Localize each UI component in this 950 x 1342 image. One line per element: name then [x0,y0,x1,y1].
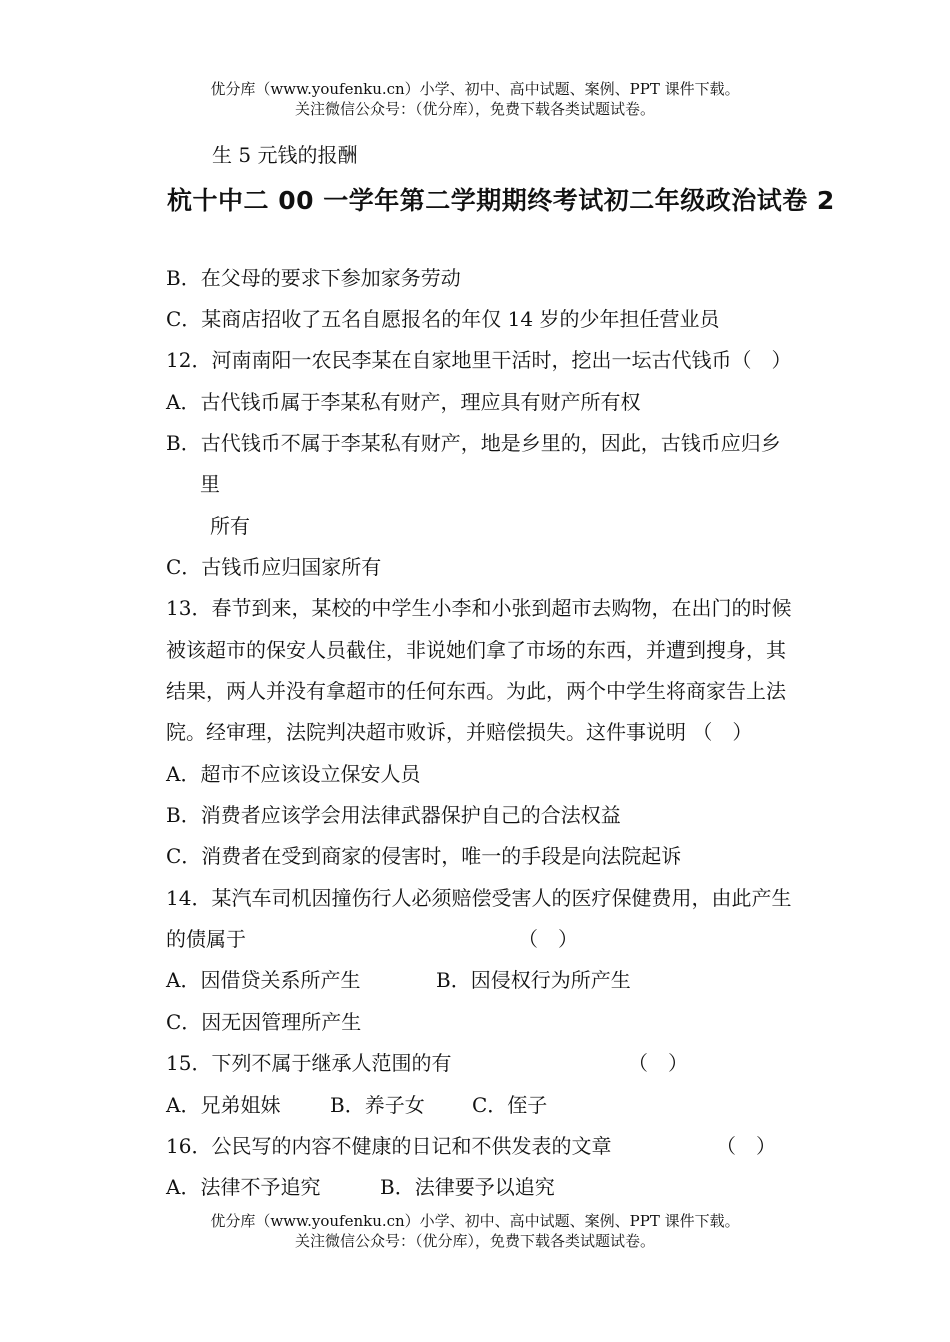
footer-line-2: 关注微信公众号：（优分库），免费下载各类试题试卷。 [294,1232,655,1250]
q16-stem: 16．公民写的内容不健康的日记和不供发表的文章 [166,1134,612,1158]
q12-option-b-cont2: 所有 [210,514,250,538]
header-line-1: 优分库（www.youfenku.cn）小学、初中、高中试题、案例、PPT 课件下载。 [210,80,740,98]
q16-option-b: B．法律要予以追究 [380,1175,555,1199]
q15-option-b: B．养子女 [330,1093,425,1117]
q12-stem: 12．河南南阳一农民李某在自家地里干活时，挖出一坛古代钱币（ ） [166,348,792,372]
q13-option-b: B．消费者应该学会用法律武器保护自己的合法权益 [166,803,621,827]
page-footer [0,1211,950,1251]
q13-stem-line2: 被该超市的保安人员截住，非说她们拿了市场的东西，并遭到搜身，其 [166,638,786,662]
q13-option-c: C．消费者在受到商家的侵害时，唯一的手段是向法院起诉 [166,844,682,868]
q11-option-b: B．在父母的要求下参加家务劳动 [166,266,461,290]
q11-option-c: C．某商店招收了五名自愿报名的年仅 14 岁的少年担任营业员 [166,307,720,331]
header-line-2: 关注微信公众号：（优分库），免费下载各类试题试卷。 [294,100,655,118]
q14-stem-line2: 的债属于 [166,927,246,951]
q14-option-a: A．因借贷关系所产生 [166,968,361,992]
q12-option-c: C．古钱币应归国家所有 [166,555,382,579]
q12-option-b: B．古代钱币不属于李某私有财产，地是乡里的，因此，古钱币应归乡 [166,431,781,455]
q14-option-c: C．因无因管理所产生 [166,1010,362,1034]
q13-option-a: A．超市不应该设立保安人员 [166,762,421,786]
q14-option-b: B．因侵权行为所产生 [436,968,631,992]
q14-answer-paren: （ ） [518,927,578,951]
footer-line-1: 优分库（www.youfenku.cn）小学、初中、高中试题、案例、PPT 课件下载。 [210,1212,740,1230]
q12-option-b-cont1: 里 [200,472,220,496]
q16-answer-paren: （ ） [716,1134,776,1158]
q15-answer-paren: （ ） [628,1051,688,1075]
q13-stem-line1: 13．春节到来，某校的中学生小李和小张到超市去购物，在出门的时候 [166,596,792,620]
q14-stem-line1: 14．某汽车司机因撞伤行人必须赔偿受害人的医疗保健费用，由此产生 [166,886,792,910]
q16-option-a: A．法律不予追究 [166,1175,321,1199]
q15-stem: 15．下列不属于继承人范围的有 [166,1051,452,1075]
fragment-top: 生 5 元钱的报酬 [212,143,358,167]
q15-option-a: A．兄弟姐妹 [166,1093,281,1117]
q12-option-a: A．古代钱币属于李某私有财产，理应具有财产所有权 [166,390,641,414]
page-title: 杭十中二 00 一学年第二学期期终考试初二年级政治试卷 2 [167,186,835,215]
q15-option-c: C．侄子 [472,1093,548,1117]
page-header [0,79,950,119]
q13-stem-line4: 院。经审理，法院判决超市败诉，并赔偿损失。这件事说明 （ ） [166,720,753,744]
q13-stem-line3: 结果，两人并没有拿超市的任何东西。为此，两个中学生将商家告上法 [166,679,786,703]
